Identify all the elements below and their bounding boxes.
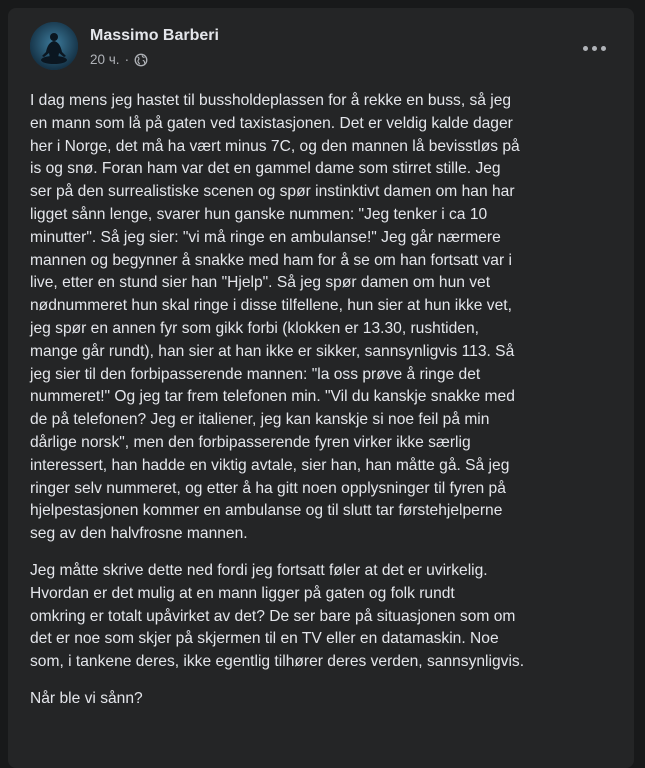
more-options-icon[interactable] <box>576 30 612 66</box>
meta-separator: · <box>124 52 130 67</box>
dot-icon <box>583 46 588 51</box>
dot-icon <box>601 46 606 51</box>
post-time[interactable]: 20 ч. <box>90 52 120 67</box>
post-paragraph-2: Jeg måtte skrive dette ned fordi jeg fortsatt føler at det er uvirkelig. Hvordan er det mulig at en mann ligger på gaten og folk rundt omkring er totalt upåvirket av det? De ser bare på situasjonen som om det er noe som skjer på skjermen til en TV eller en datamaskin. Noe som, i tankene deres, ikke egentlig tilhører deres verden, sannsynligvis. <box>30 561 525 671</box>
dot-icon <box>592 46 597 51</box>
post-meta <box>90 52 148 67</box>
author-name[interactable]: Massimo Barberi <box>90 27 219 44</box>
post-card <box>8 8 634 768</box>
avatar[interactable] <box>30 22 78 70</box>
post-paragraph-1: I dag mens jeg hastet til bussholdeplassen for å rekke en buss, så jeg en mann som lå på gaten ved taxistasjonen. Det er veldig kalde dager her i Norge, det må ha vært minus 7C, og den mannen lå bevisstløs på is og snø. Foran ham var det en gammel dame som stirret stille. Jeg ser på den surrealistiske scenen og spør instinktivt damen om han har ligget sånn lenge, svarer hun ganske nummen: "Jeg tenker i ca 10 minutter". Så jeg sier: "vi må ringe en ambulanse!" Jeg går nærmere mannen og begynner å snakke med ham for å se om han fortsatt var i live, etter en stund sier han "Hjelp". Så jeg spør damen om hun vet nødnummeret hun skal ringe i disse tilfellene, hun sier at hun ikke vet, jeg spør en annen fyr som gikk forbi (klokken er 13.30, rushtiden, mange går rundt), han sier at han ikke er sikker, sannsynligvis 113. Så jeg sier til den forbipasserende mannen: "la oss prøve å ringe det nummeret!" Og jeg tar frem telefonen min. "Vil du kanskje snakke med de på telefonen? Jeg er italiener, jeg kan kanskje si noe feil på min dårlige norsk", men den forbipasserende fyren virker ikke særlig interessert, han hadde en viktig avtale, sier han, han måtte gå. Så jeg ringer selv nummeret, og etter å ha gitt noen opplysninger til fyren på hjelpestasjonen kommer en ambulanse og til slutt tar førstehjelperne seg av den halvfrosne mannen. <box>30 92 520 543</box>
post-body <box>30 90 620 725</box>
post-paragraph-3: Når ble vi sånn? <box>30 689 143 707</box>
globe-icon[interactable] <box>134 53 148 67</box>
meditating-person-avatar-icon <box>30 22 78 70</box>
post-header <box>30 22 618 74</box>
